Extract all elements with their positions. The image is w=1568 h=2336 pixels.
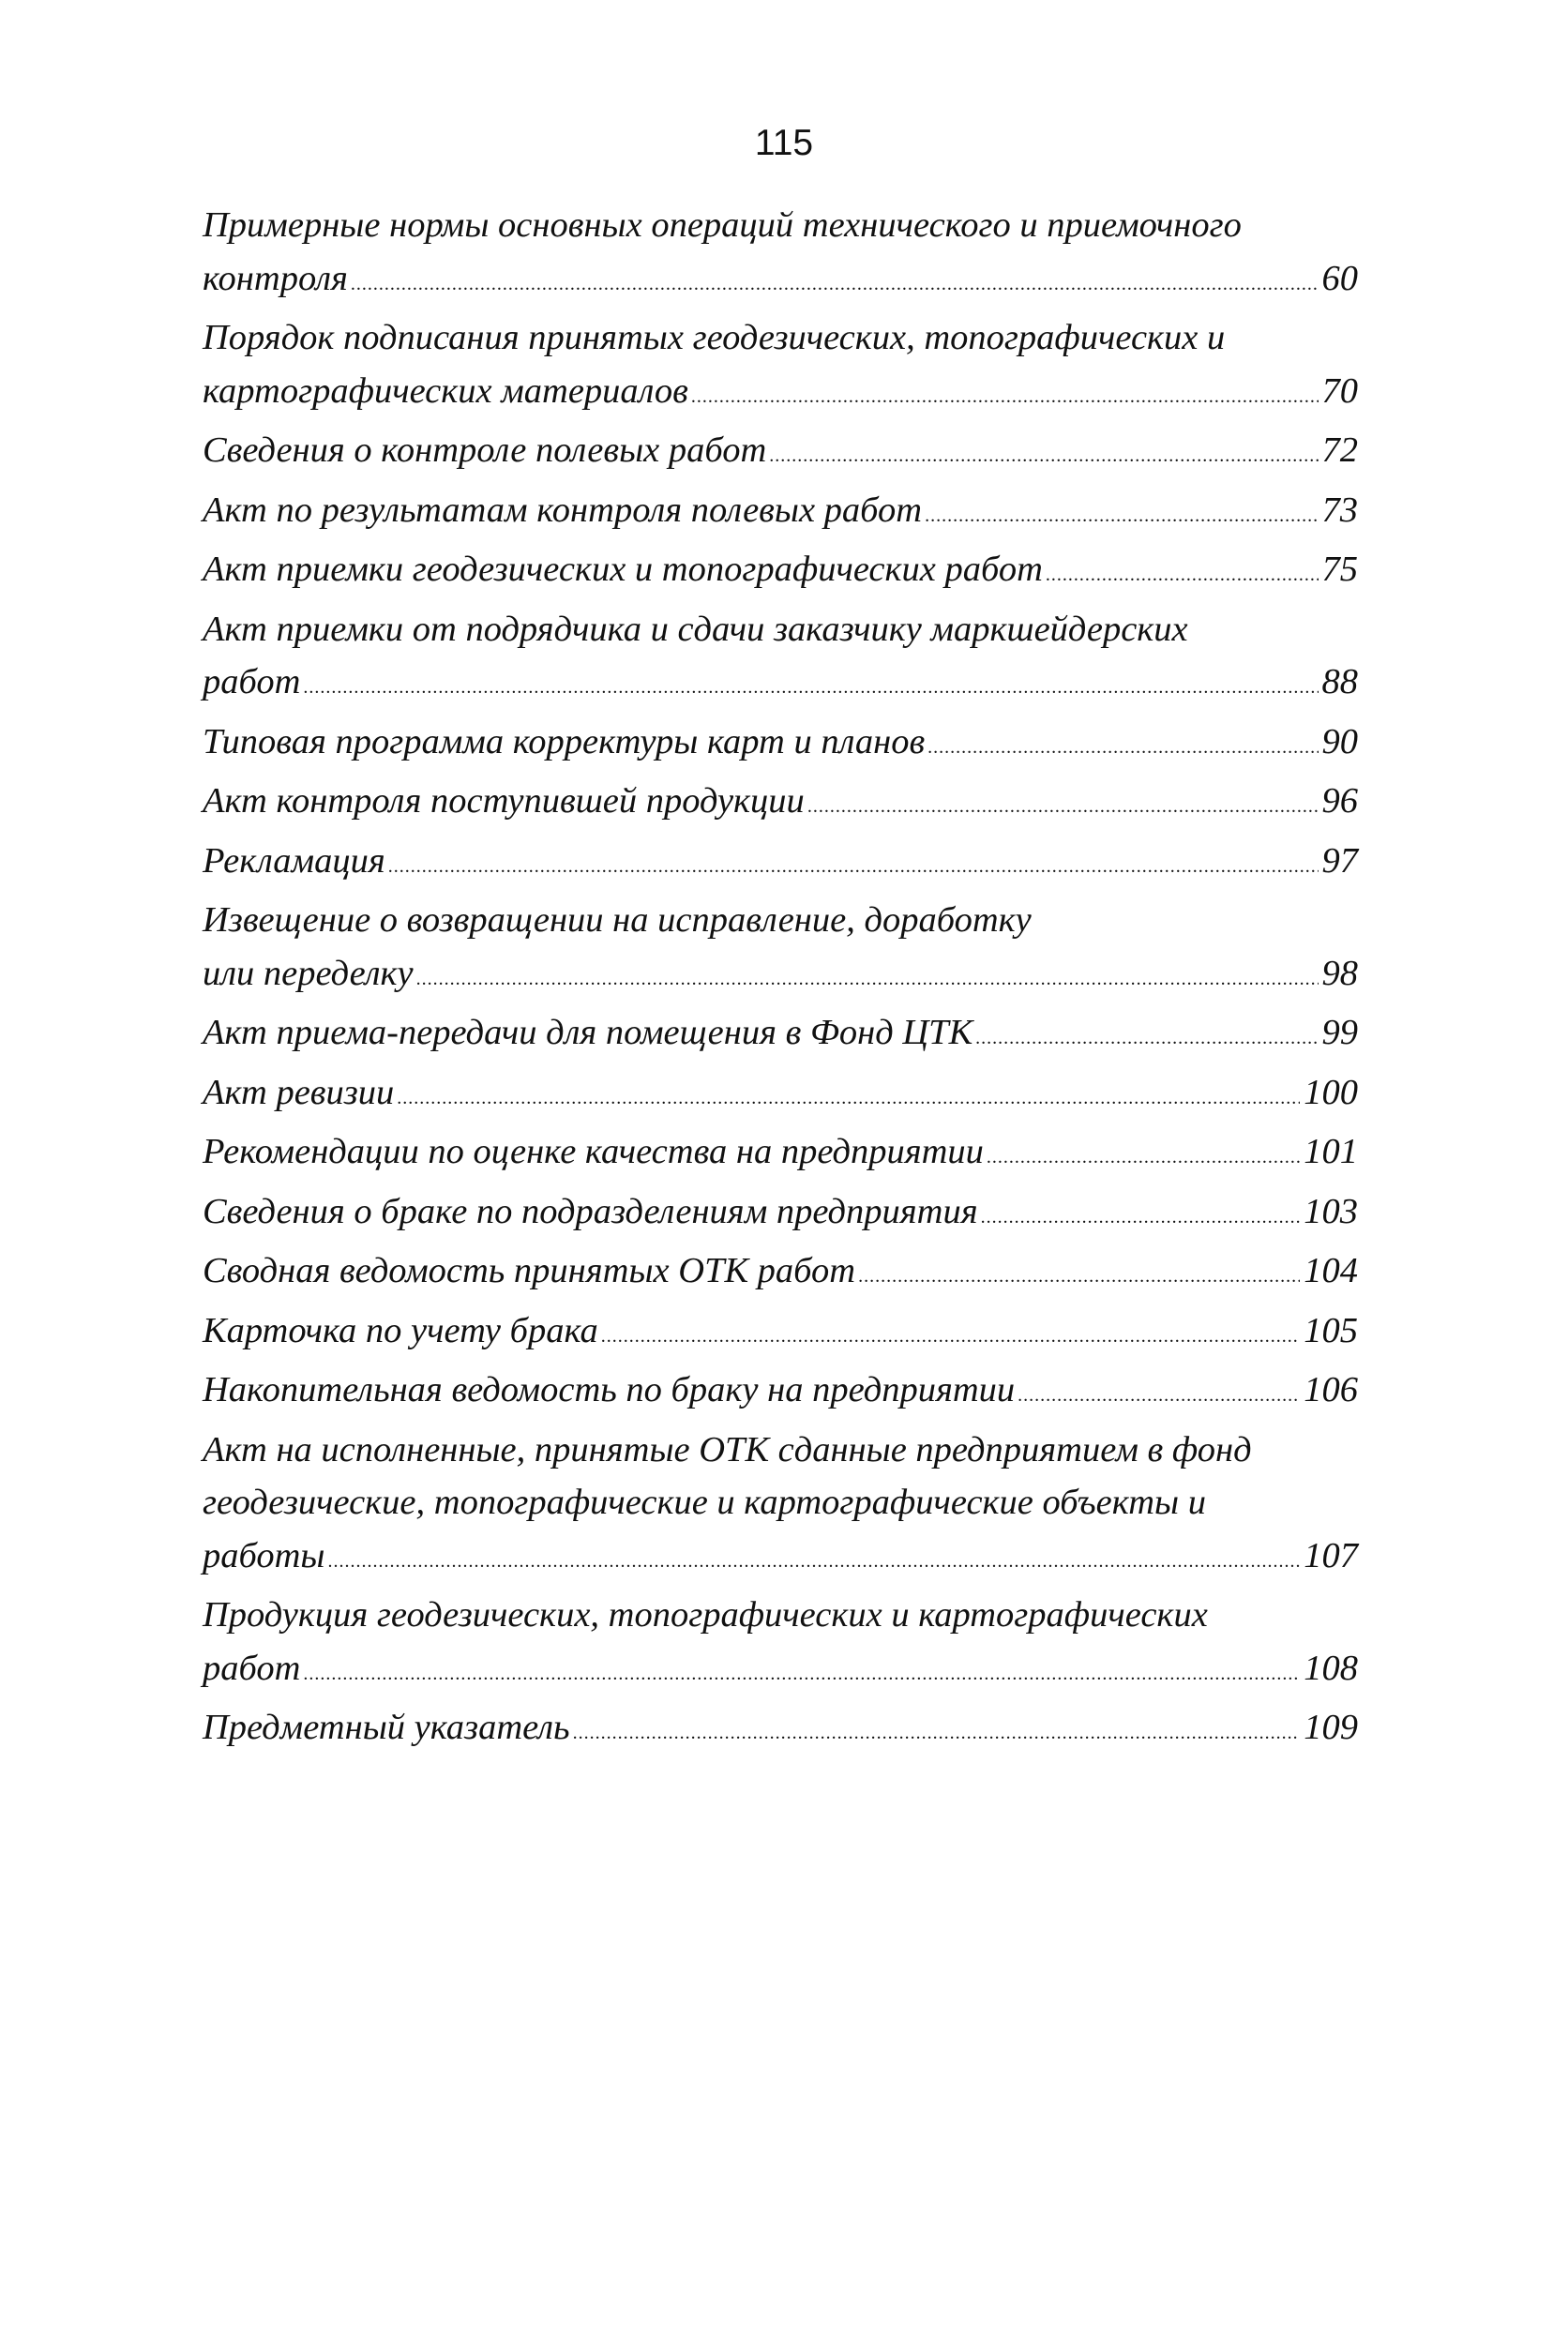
toc-dot-leader xyxy=(351,258,1319,311)
toc-entry xyxy=(203,1701,1358,1760)
toc-entry-page: 96 xyxy=(1321,781,1358,821)
toc-entry-title: Накопительная ведомость по браку на предприятии xyxy=(203,1370,1016,1409)
toc-entry-title: Сведения о контроле полевых работ xyxy=(203,430,767,470)
toc-entry-page: 99 xyxy=(1321,1013,1358,1052)
toc-entry-page: 104 xyxy=(1304,1251,1358,1290)
toc-entry-title: контроля xyxy=(203,258,348,298)
toc-entry xyxy=(203,894,1358,1005)
toc-entry xyxy=(203,1125,1358,1184)
toc-entry-title: Сводная ведомость принятых ОТК работ xyxy=(203,1251,856,1290)
toc-dot-leader xyxy=(327,1535,1300,1589)
toc-entry-title: Акт по результатам контроля полевых работ xyxy=(203,490,923,530)
toc-entry-title: Акт приема-передачи для помещения в Фонд ЦТК xyxy=(203,1013,973,1052)
toc-entry-line xyxy=(203,947,1358,1006)
toc-entry-line xyxy=(203,365,1358,424)
toc-entry-page: 90 xyxy=(1321,721,1358,761)
toc-entry-line xyxy=(203,311,1358,365)
toc-dot-leader xyxy=(925,490,1318,543)
toc-entry-line xyxy=(203,656,1358,715)
toc-entry xyxy=(203,199,1358,310)
toc-dot-leader xyxy=(1046,549,1319,602)
toc-entry xyxy=(203,1244,1358,1304)
toc-dot-leader xyxy=(303,1648,1300,1701)
toc-entry-page: 101 xyxy=(1304,1132,1358,1171)
toc-dot-leader xyxy=(769,430,1318,483)
toc-entry-title: Акт на исполненные, принятые ОТК сданные предприятием в фонд xyxy=(203,1429,1252,1469)
toc-entry xyxy=(203,835,1358,894)
toc-entry-line xyxy=(203,1066,1358,1125)
toc-entry-line xyxy=(203,252,1358,311)
toc-entry xyxy=(203,1185,1358,1244)
toc-entry-page: 75 xyxy=(1321,550,1358,589)
toc-entry-line xyxy=(203,1476,1358,1530)
toc-entry-title: Типовая программа корректуры карт и планов xyxy=(203,721,926,761)
toc-entry xyxy=(203,1006,1358,1065)
toc-entry-title: или переделку xyxy=(203,953,414,993)
toc-entry-line xyxy=(203,716,1358,775)
toc-entry xyxy=(203,543,1358,602)
toc-entry xyxy=(203,775,1358,834)
toc-entry-title: работ xyxy=(203,662,301,701)
toc-entry-line xyxy=(203,1185,1358,1244)
toc-entry-title: Примерные нормы основных операций технического и приемочного xyxy=(203,205,1242,245)
toc-entry-line xyxy=(203,894,1358,947)
toc-entry-title: работы xyxy=(203,1535,325,1575)
toc-entry-line xyxy=(203,775,1358,834)
toc-entry-line xyxy=(203,1701,1358,1760)
toc-entry xyxy=(203,1424,1358,1589)
toc-entry-line xyxy=(203,603,1358,656)
toc-entry-line xyxy=(203,484,1358,543)
toc-entry-line xyxy=(203,199,1358,252)
toc-entry-page: 98 xyxy=(1321,953,1358,993)
toc-entry-line xyxy=(203,1006,1358,1065)
toc-entry-line xyxy=(203,424,1358,483)
toc-entry-page: 107 xyxy=(1304,1535,1358,1575)
toc-dot-leader xyxy=(975,1012,1318,1065)
toc-dot-leader xyxy=(858,1250,1300,1304)
toc-entry-line xyxy=(203,1364,1358,1423)
toc-dot-leader xyxy=(388,840,1319,894)
toc-entry-title: Карточка по учету брака xyxy=(203,1310,598,1350)
toc-entry-line xyxy=(203,1424,1358,1477)
toc-entry xyxy=(203,424,1358,483)
table-of-contents xyxy=(203,199,1358,1761)
toc-entry-line xyxy=(203,1589,1358,1642)
toc-entry-title: работ xyxy=(203,1648,301,1688)
toc-entry-title: Порядок подписания принятых геодезических, топографических и xyxy=(203,318,1226,357)
toc-entry-page: 60 xyxy=(1321,258,1358,298)
toc-entry-line xyxy=(203,835,1358,894)
toc-entry xyxy=(203,484,1358,543)
toc-dot-leader xyxy=(303,661,1318,715)
toc-entry xyxy=(203,1589,1358,1700)
toc-entry xyxy=(203,1304,1358,1364)
toc-entry-title: Акт приемки геодезических и топографических работ xyxy=(203,550,1043,589)
toc-entry xyxy=(203,1364,1358,1423)
toc-entry-title: картографических материалов xyxy=(203,370,688,411)
toc-entry-title: Извещение о возвращении на исправление, доработку xyxy=(203,900,1032,940)
toc-entry-title: Сведения о браке по подразделениям предприятия xyxy=(203,1191,978,1231)
toc-entry xyxy=(203,716,1358,775)
toc-dot-leader xyxy=(981,1191,1301,1244)
toc-entry-page: 97 xyxy=(1321,840,1358,881)
toc-entry-title: Акт приемки от подрядчика и сдачи заказчику маркшейдерских xyxy=(203,609,1188,649)
toc-entry-page: 100 xyxy=(1304,1072,1358,1112)
toc-entry-line xyxy=(203,1530,1358,1589)
toc-entry-title: Предметный указатель xyxy=(203,1708,570,1747)
toc-entry-page: 73 xyxy=(1321,490,1358,530)
toc-entry-title: Акт контроля поступившей продукции xyxy=(203,781,805,821)
toc-entry-title: Акт ревизии xyxy=(203,1072,395,1112)
toc-dot-leader xyxy=(691,370,1319,424)
toc-dot-leader xyxy=(987,1131,1300,1184)
toc-entry-title: Рекламация xyxy=(203,840,385,881)
toc-dot-leader xyxy=(807,780,1319,834)
toc-entry-line xyxy=(203,1642,1358,1701)
toc-entry-page: 106 xyxy=(1304,1370,1358,1409)
toc-entry-line xyxy=(203,543,1358,602)
page-number: 115 xyxy=(754,123,814,163)
toc-dot-leader xyxy=(573,1707,1301,1760)
toc-entry-line xyxy=(203,1304,1358,1364)
toc-entry-page: 70 xyxy=(1321,370,1358,411)
toc-entry xyxy=(203,603,1358,715)
toc-entry-title: Рекомендации по оценке качества на предприятии xyxy=(203,1132,984,1171)
toc-entry-page: 109 xyxy=(1304,1708,1358,1747)
toc-entry-page: 108 xyxy=(1304,1648,1358,1688)
toc-dot-leader xyxy=(601,1310,1300,1364)
toc-entry-page: 105 xyxy=(1304,1310,1358,1350)
toc-dot-leader xyxy=(927,721,1318,775)
toc-dot-leader xyxy=(416,953,1319,1006)
toc-entry xyxy=(203,311,1358,423)
toc-dot-leader xyxy=(1018,1369,1300,1423)
toc-entry-title: Продукция геодезических, топографических и картографических xyxy=(203,1595,1208,1635)
toc-entry-line xyxy=(203,1125,1358,1184)
toc-entry-page: 88 xyxy=(1321,662,1358,701)
toc-entry-page: 103 xyxy=(1304,1191,1358,1231)
toc-entry-page: 72 xyxy=(1321,430,1358,470)
toc-entry-title: геодезические, топографические и картографические объекты и xyxy=(203,1483,1206,1522)
toc-entry-line xyxy=(203,1244,1358,1304)
toc-dot-leader xyxy=(397,1072,1300,1125)
toc-entry xyxy=(203,1066,1358,1125)
